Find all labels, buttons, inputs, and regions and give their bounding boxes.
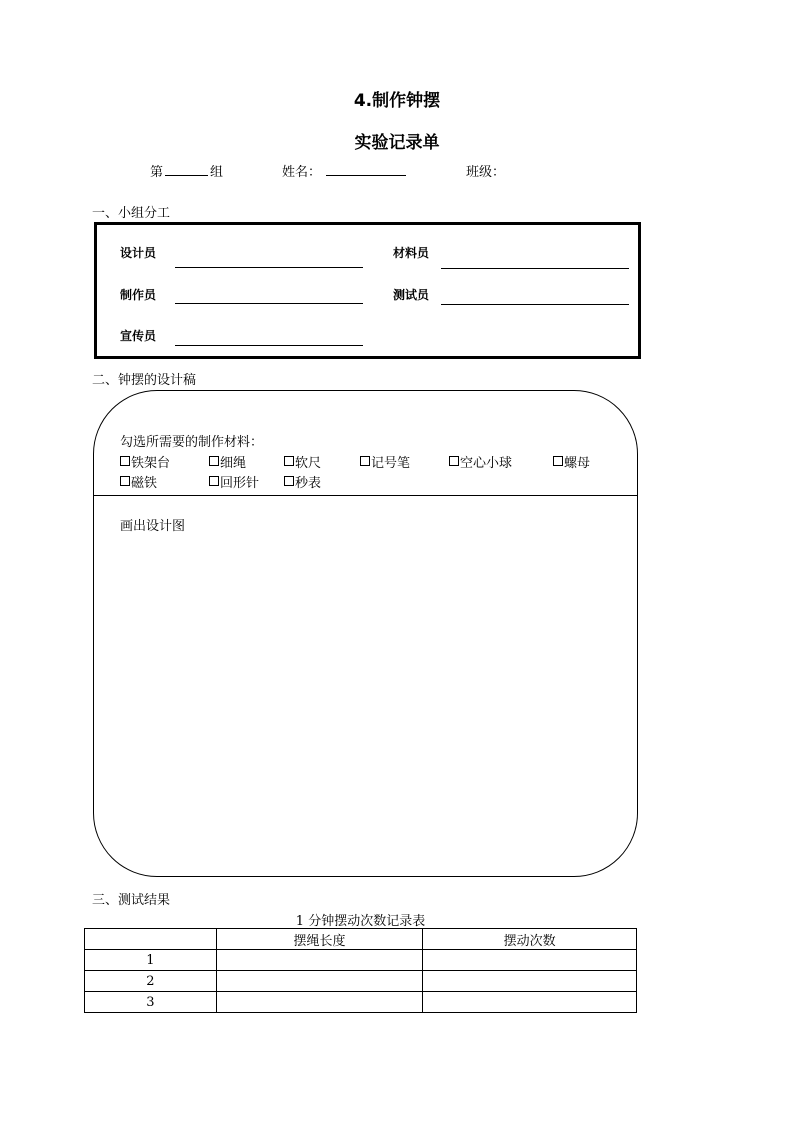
material-option-nut[interactable]: 螺母 <box>553 452 590 471</box>
table-header-row <box>85 929 637 950</box>
checkbox-icon[interactable] <box>120 456 130 466</box>
swing-count-cell[interactable] <box>423 992 637 1013</box>
material-option-iron-stand[interactable]: 铁架台 <box>120 452 170 471</box>
checkbox-icon[interactable] <box>284 476 294 486</box>
role-field-designer[interactable] <box>175 267 363 268</box>
role-field-tester[interactable] <box>441 304 629 305</box>
checkbox-icon[interactable] <box>209 456 219 466</box>
role-field-maker[interactable] <box>175 303 363 304</box>
class-label: 班级： <box>466 165 506 180</box>
name-label: 姓名： <box>282 165 322 180</box>
name-field[interactable] <box>326 175 406 176</box>
role-label-materials: 材料员 <box>393 246 430 260</box>
rope-length-cell[interactable] <box>216 950 423 971</box>
section1-heading: 一、小组分工 <box>92 206 171 221</box>
material-option-paper-clip[interactable]: 回形针 <box>209 472 259 491</box>
group-prefix: 第 <box>150 165 164 180</box>
table-header-cell <box>85 929 217 950</box>
table-row <box>85 950 637 971</box>
material-option-magnet[interactable]: 磁铁 <box>120 472 157 491</box>
trial-number-cell: 1 <box>85 950 217 971</box>
checkbox-icon[interactable] <box>449 456 459 466</box>
material-option-tape-measure[interactable]: 软尺 <box>284 452 321 471</box>
results-table <box>84 928 637 1013</box>
checkbox-icon[interactable] <box>553 456 563 466</box>
checkbox-icon[interactable] <box>209 476 219 486</box>
material-option-marker[interactable]: 记号笔 <box>360 452 410 471</box>
rope-length-cell[interactable] <box>216 971 423 992</box>
design-box-divider <box>94 495 637 496</box>
checkbox-icon[interactable] <box>120 476 130 486</box>
checkbox-icon[interactable] <box>284 456 294 466</box>
role-box <box>94 222 641 359</box>
role-label-tester: 测试员 <box>393 288 430 302</box>
section3-heading: 三、测试结果 <box>92 893 171 908</box>
group-number-field[interactable] <box>165 175 208 176</box>
trial-number-cell: 2 <box>85 971 217 992</box>
material-option-string[interactable]: 细绳 <box>209 452 246 471</box>
lesson-title: 4.制作钟摆 <box>353 91 441 111</box>
role-label-promoter: 宣传员 <box>120 329 157 343</box>
drawing-area[interactable] <box>114 536 614 856</box>
swing-count-cell[interactable] <box>423 950 637 971</box>
trial-number-cell: 3 <box>85 992 217 1013</box>
checkbox-icon[interactable] <box>360 456 370 466</box>
role-field-materials[interactable] <box>441 268 629 269</box>
material-option-hollow-ball[interactable]: 空心小球 <box>449 452 512 471</box>
material-option-stopwatch[interactable]: 秒表 <box>284 472 321 491</box>
materials-prompt: 勾选所需要的制作材料： <box>120 435 264 450</box>
table-row <box>85 992 637 1013</box>
group-suffix: 组 <box>210 165 224 180</box>
role-field-promoter[interactable] <box>175 345 363 346</box>
draw-prompt: 画出设计图 <box>120 519 186 534</box>
table-header-cell: 摆动次数 <box>423 929 637 950</box>
rope-length-cell[interactable] <box>216 992 423 1013</box>
design-box <box>93 390 638 877</box>
table-header-cell: 摆绳长度 <box>216 929 423 950</box>
section2-heading: 二、钟摆的设计稿 <box>92 373 197 388</box>
role-label-designer: 设计员 <box>120 246 157 260</box>
table-caption: 1 分钟摆动次数记录表 <box>295 914 426 929</box>
sheet-title: 实验记录单 <box>354 133 440 153</box>
role-label-maker: 制作员 <box>120 288 157 302</box>
swing-count-cell[interactable] <box>423 971 637 992</box>
table-row <box>85 971 637 992</box>
